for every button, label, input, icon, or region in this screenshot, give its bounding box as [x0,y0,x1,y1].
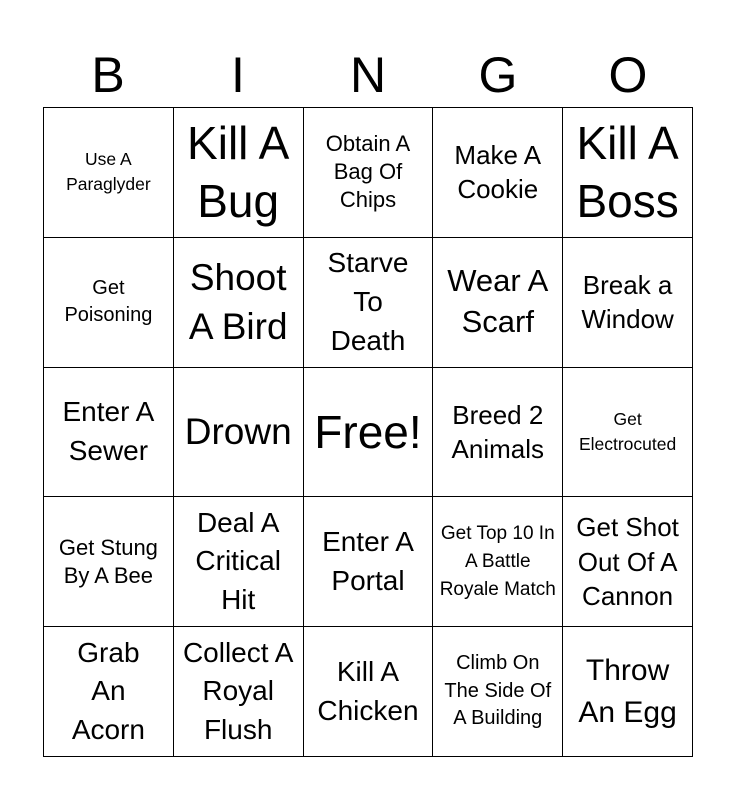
bingo-cell[interactable] [563,368,693,498]
bingo-cell[interactable] [44,238,174,368]
cell-label: Wear A Scarf [447,263,549,340]
header-letter-b: B [91,47,125,103]
cell-label: Shoot A Bird [188,256,288,348]
cell-label: Kill A Bug [187,116,290,228]
bingo-cell[interactable] [563,497,693,627]
cell-label: Get Shot Out Of A Cannon [576,512,679,611]
cell-label: Get Poisoning [64,276,153,327]
cell-label: Make A Cookie [454,140,542,205]
bingo-cell[interactable] [44,497,174,627]
header-letter-n: N [349,47,387,103]
bingo-cell[interactable] [304,238,434,368]
bingo-cell[interactable] [304,627,434,757]
cell-label: Breed 2 Animals [451,399,545,464]
bingo-cell[interactable] [304,497,434,627]
bingo-cell[interactable] [433,368,563,498]
cell-label: Get Stung By A Bee [58,534,158,588]
bingo-cell[interactable] [433,238,563,368]
cell-label: Deal A Critical Hit [195,506,281,616]
bingo-cell[interactable] [563,238,693,368]
bingo-cell[interactable] [174,497,304,627]
header-letter-i: I [231,47,245,103]
bingo-cell[interactable] [563,108,693,238]
bingo-cell[interactable] [44,108,174,238]
cell-label: Break a Window [581,269,674,335]
bingo-cell[interactable] [563,627,693,757]
free-space-label: Free! [314,405,422,458]
cell-label: Grab An Acorn [71,636,145,745]
bingo-cell[interactable] [174,627,304,757]
bingo-cell[interactable] [174,368,304,498]
bingo-cell[interactable] [433,627,563,757]
cell-label: Kill A Boss [576,116,679,228]
header-letter-o: O [608,47,648,103]
cell-label: Collect A Royal Flush [182,636,294,745]
cell-label: Obtain A Bag Of Chips [325,131,411,213]
cell-label: Throw An Egg [578,654,677,729]
cell-label: Use A Paraglyder [66,149,151,195]
bingo-cell[interactable] [304,108,434,238]
bingo-cell[interactable] [44,368,174,498]
cell-label: Enter A Portal [322,526,414,596]
cell-label: Starve To Death [327,247,409,356]
bingo-cell[interactable] [174,108,304,238]
header-letter-g: G [478,47,518,103]
cell-label: Get Electrocuted [578,408,677,454]
bingo-header [43,42,693,108]
bingo-cell[interactable] [44,627,174,757]
bingo-free-cell[interactable] [304,368,434,498]
cell-label: Get Top 10 In A Battle Royale Match [439,523,556,600]
bingo-cell[interactable] [433,108,563,238]
cell-label: Drown [184,411,292,453]
cell-label: Climb On The Side Of A Building [444,652,552,730]
bingo-cell[interactable] [174,238,304,368]
cell-label: Kill A Chicken [317,655,419,726]
bingo-grid [43,107,693,757]
bingo-cell[interactable] [433,497,563,627]
cell-label: Enter A Sewer [62,396,155,466]
